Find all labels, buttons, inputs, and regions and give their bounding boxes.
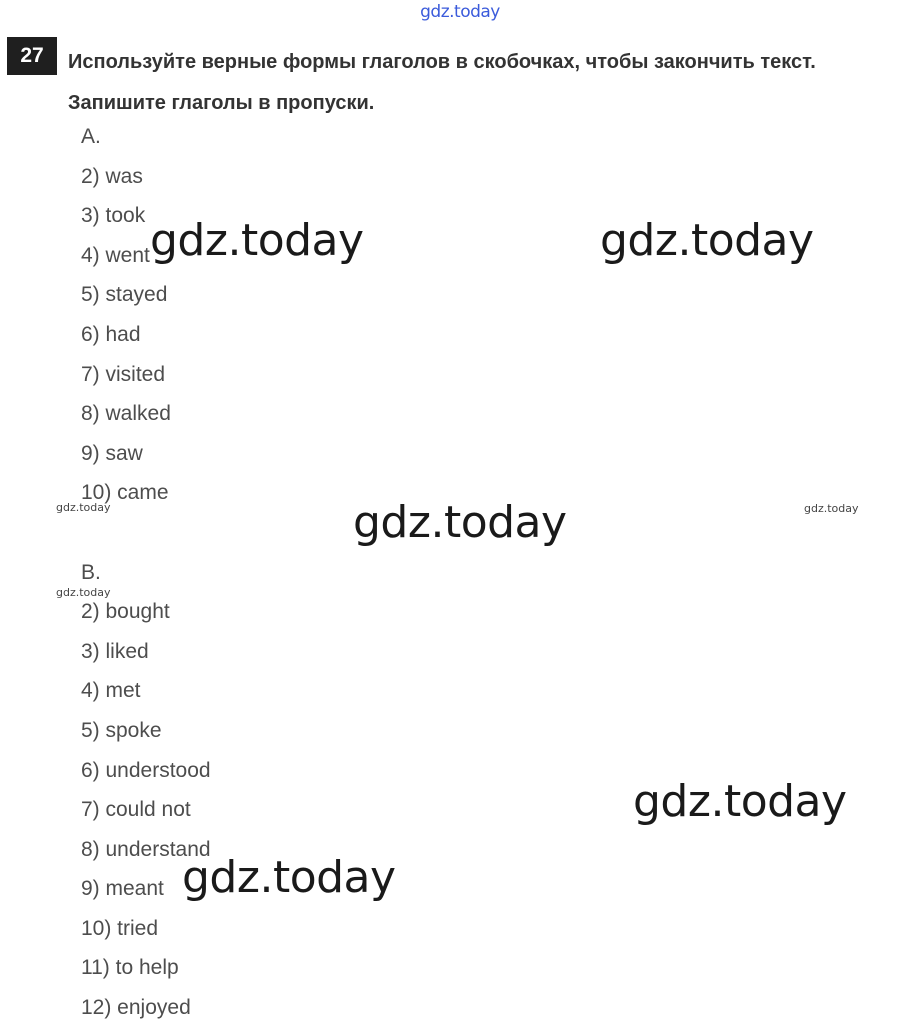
watermark-small: gdz.today: [56, 501, 111, 514]
watermark-large: gdz.today: [182, 852, 396, 903]
answer-item: 4) met: [81, 679, 141, 703]
section-spacer: [81, 513, 211, 553]
answer-item: 10) came: [81, 481, 169, 505]
answer-item: 11) to help: [81, 956, 179, 980]
answer-item: 6) understood: [81, 758, 211, 782]
task-number-badge: 27: [7, 37, 57, 75]
task-title: [68, 42, 918, 124]
answer-item: 8) understand: [81, 837, 211, 861]
answer-item: 4) went: [81, 243, 150, 267]
answer-item: 10) tried: [81, 916, 159, 940]
answer-item: 9) meant: [81, 877, 164, 901]
answer-item: 5) stayed: [81, 283, 168, 307]
answer-item: 3) took: [81, 204, 146, 228]
watermark-small: gdz.today: [804, 502, 859, 515]
section-a-label: A.: [81, 125, 101, 148]
answer-item: 3) liked: [81, 639, 149, 663]
watermark-large: gdz.today: [353, 497, 567, 548]
answer-item: 2) was: [81, 164, 143, 188]
task-title-line-2: Запишите глаголы в пропуски.: [68, 92, 375, 114]
answer-item: 6) had: [81, 322, 141, 346]
watermark-large: gdz.today: [600, 215, 814, 266]
watermark-large: gdz.today: [150, 215, 364, 266]
section-b-label: B.: [81, 560, 101, 584]
watermark-large: gdz.today: [633, 776, 847, 827]
watermark-small: gdz.today: [56, 586, 111, 599]
task-title-line-1: Используйте верные формы глаголов в скобочках, чтобы закончить текст.: [68, 51, 816, 73]
watermark-top: gdz.today: [420, 2, 500, 22]
answer-item: 7) visited: [81, 362, 166, 386]
answer-item: 5) spoke: [81, 718, 162, 742]
answer-item: 7) could not: [81, 798, 191, 822]
answer-item: 2) bought: [81, 600, 170, 624]
answer-item: 8) walked: [81, 402, 171, 426]
answer-item: 12) enjoyed: [81, 996, 191, 1020]
answer-item: 9) saw: [81, 441, 143, 465]
